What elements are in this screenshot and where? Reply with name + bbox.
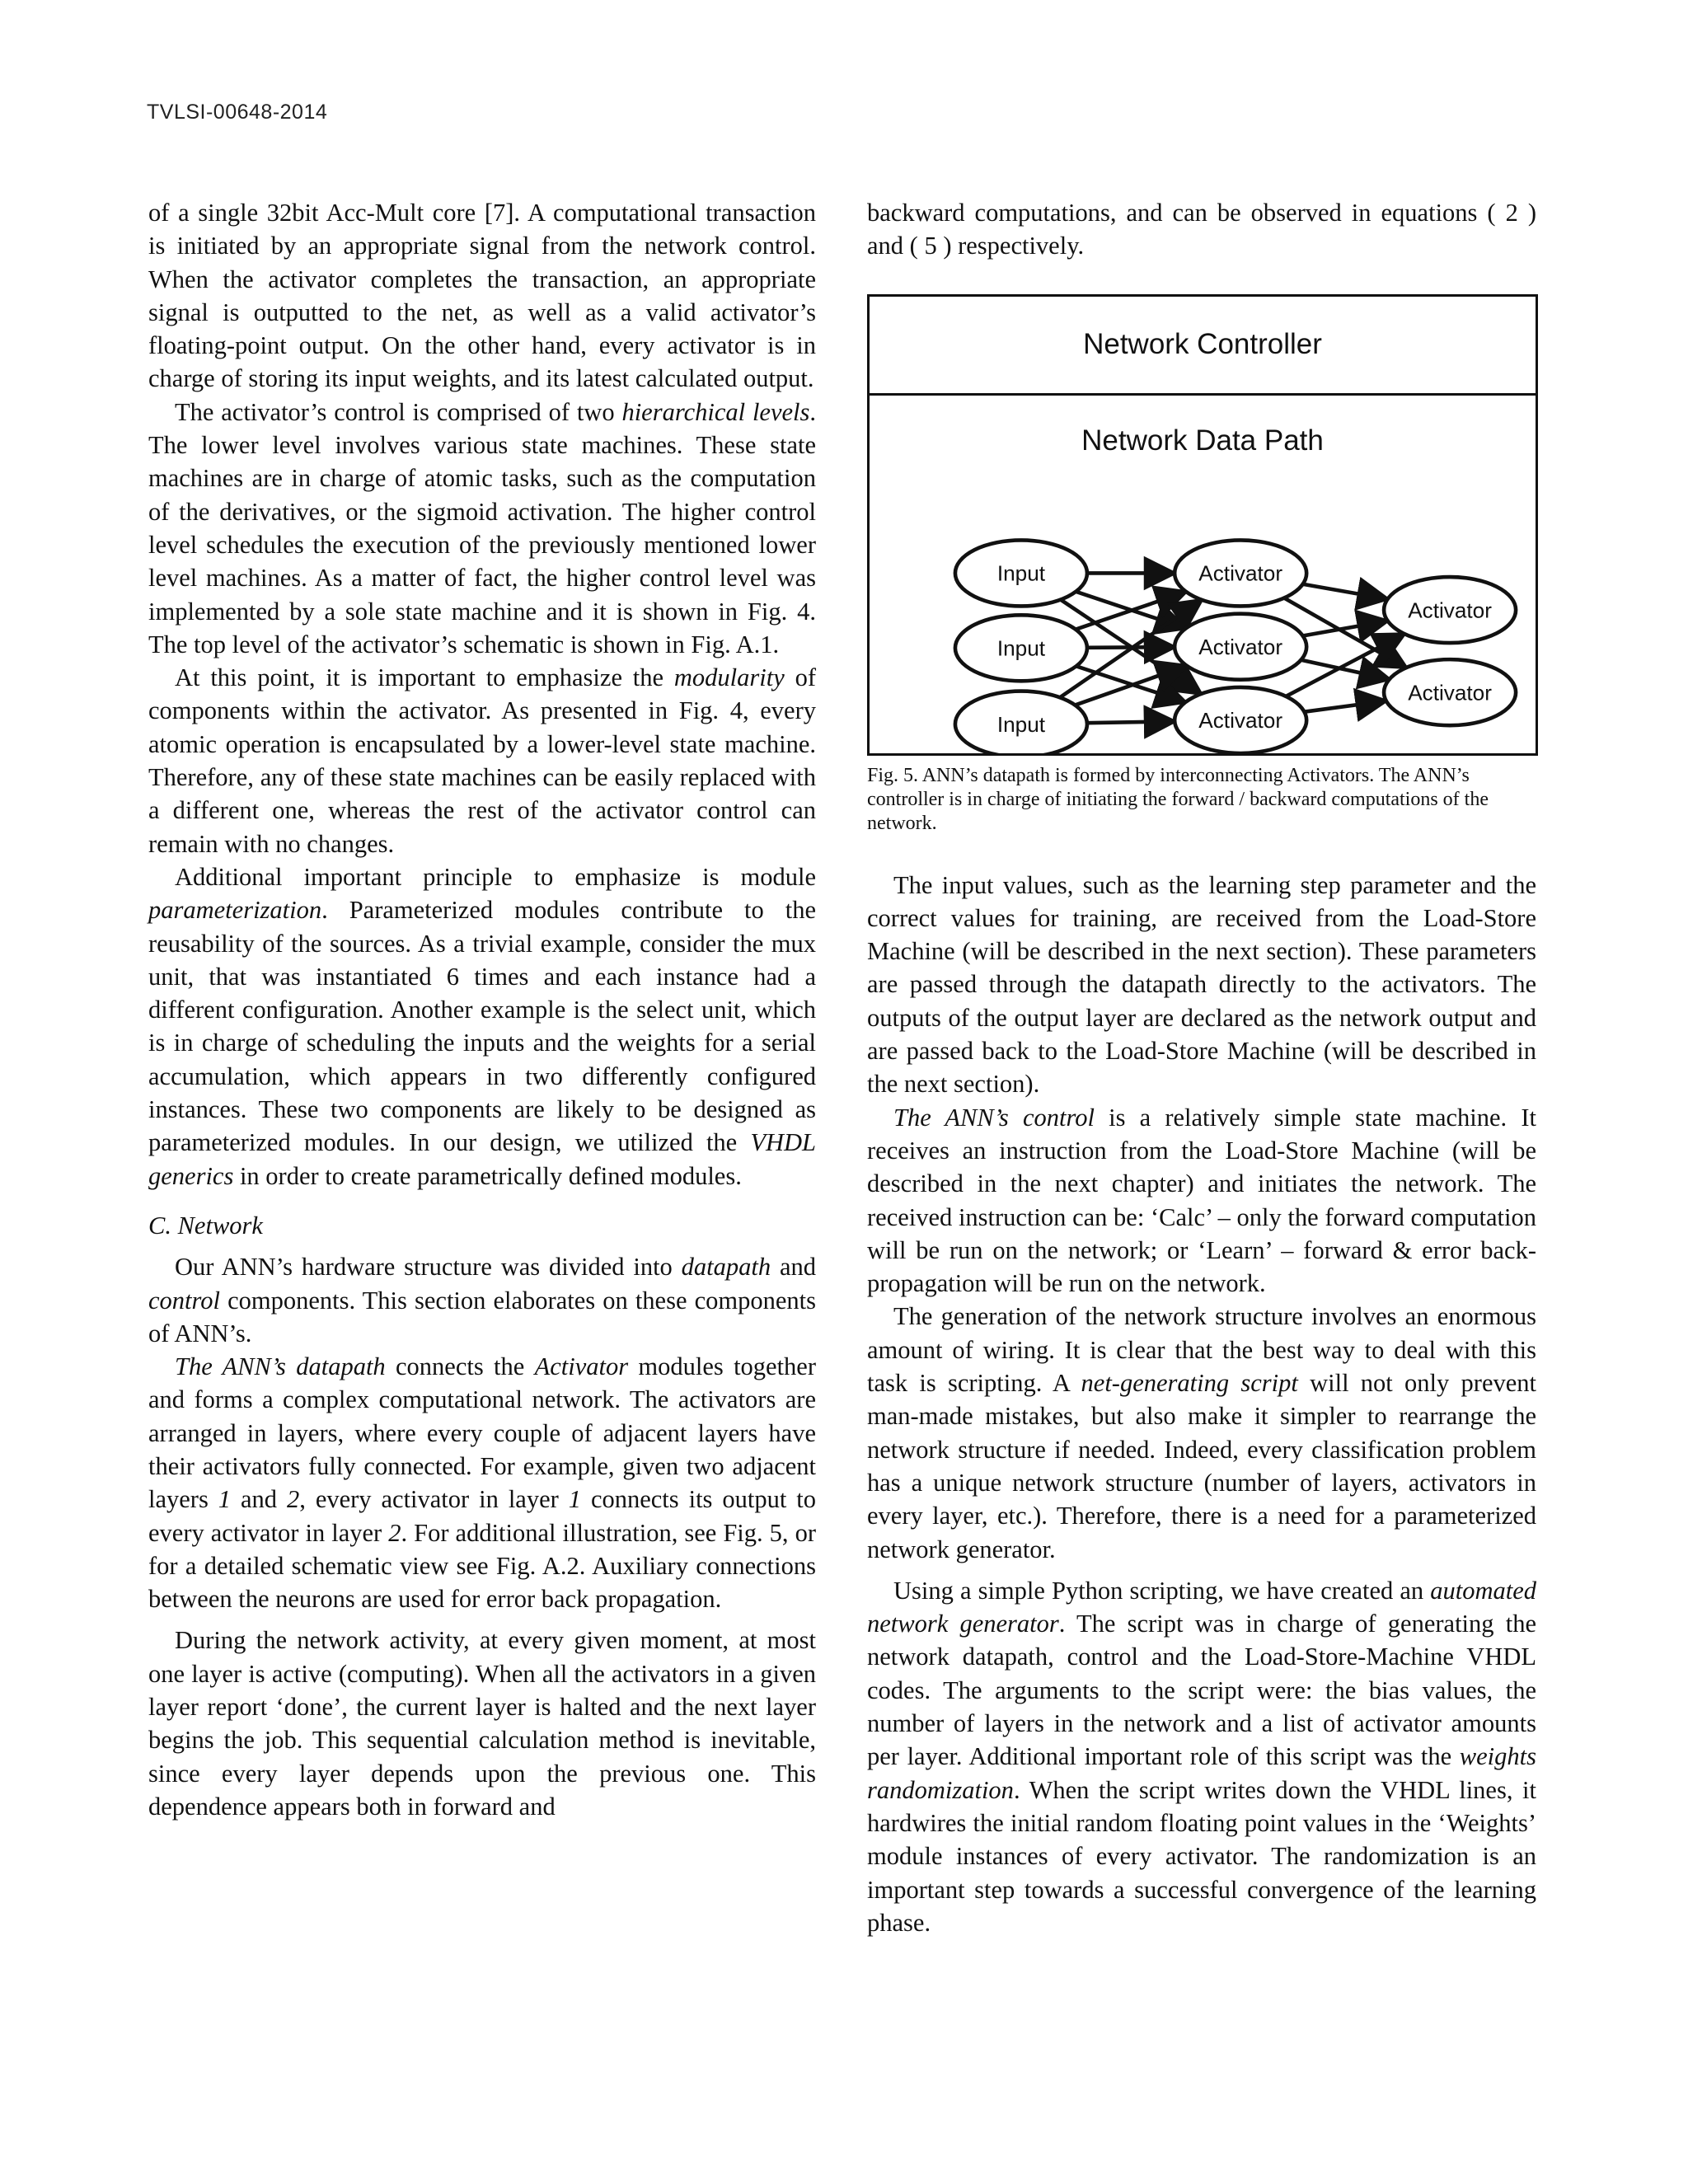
emphasis: weights randomization	[867, 1742, 1536, 1804]
input-node-1	[955, 540, 1087, 606]
node-label: Activator	[1198, 707, 1283, 733]
text: At this point, it is important to emphasize the	[175, 663, 674, 692]
paragraph-hierarchical-levels	[148, 396, 816, 661]
paragraph-datapath	[148, 1350, 816, 1615]
node-label: Input	[996, 635, 1046, 661]
emphasis: VHDL generics	[148, 1128, 816, 1190]
running-header: TVLSI-00648-2014	[147, 101, 328, 124]
paragraph-network-activity	[148, 1624, 816, 1823]
paragraph-modularity	[148, 661, 816, 860]
node-label: Input	[996, 711, 1046, 737]
paragraph-backward	[867, 196, 1536, 263]
node-label: Input	[996, 560, 1046, 586]
emphasis: The ANN’s control	[893, 1103, 1095, 1132]
connection-arrow	[1304, 701, 1386, 711]
text: The input values, such as the learning step parameter and the correct values for training, are received from the Load-Store Machine (will be described in the next section). These parameters are passed through the datapath directly to the activators. The outputs of the output layer are declared as the network output and are passed back to the Load-Store Machine (will be described in the next section).	[867, 870, 1536, 1099]
node-label: Activator	[1198, 634, 1283, 659]
subsection-heading: C. Network	[148, 1211, 263, 1240]
paragraph-acc-mult	[148, 196, 816, 396]
paragraph-parameterization	[148, 860, 816, 1193]
text: . Parameterized modules contribute to the reusability of the sources. As a trivial example, consider the mux unit, that was instantiated 6 times and each instance had a different configuration. Another example is the select unit, which is in charge of scheduling the inputs and the weights for a serial accumulation, which appears in two differently configured instances. These two components are likely to be designed as parameterized modules. In our design, we utilized the	[148, 896, 816, 1157]
emphasis: 2	[286, 1485, 300, 1514]
input-node-3	[955, 691, 1087, 752]
text: connects the	[385, 1352, 535, 1381]
text: connects its output to every activator in layer	[148, 1485, 816, 1547]
connection-arrow	[1301, 659, 1390, 678]
emphasis: 1	[218, 1485, 232, 1514]
network-controller-label: Network Controller	[1083, 327, 1322, 360]
paragraph-ann-control	[867, 1101, 1536, 1301]
text: The generation of the network structure involves an enormous amount of wiring. It is clear that the best way to deal with this task is scripting. A	[867, 1302, 1536, 1398]
text: , every activator in layer	[299, 1485, 569, 1514]
figure-network-datapath	[867, 294, 1538, 756]
emphasis: 1	[568, 1485, 581, 1514]
text: . For additional illustration, see Fig. 5, or for a detailed schematic view see Fig. A.2. Auxiliary connections between the neurons are used for error back propagation.	[148, 1518, 816, 1614]
node-label: Activator	[1408, 679, 1492, 705]
node-label: Activator	[1408, 597, 1492, 622]
text: and	[231, 1485, 287, 1514]
emphasis: The ANN’s datapath	[175, 1352, 386, 1381]
text: Additional important principle to emphasize is module	[175, 862, 816, 891]
emphasis: net-generating script	[1081, 1369, 1298, 1398]
paragraph-python-script	[867, 1574, 1536, 1939]
text: of components within the activator. As presented in Fig. 4, every atomic operation is encapsulated by a lower-level state machine. Therefore, any of these state machines can be easily replaced with a different one, whereas the rest of the activator control can remain with no changes.	[148, 663, 816, 858]
text: backward computations, and can be observed in equations ( 2 ) and ( 5 ) respectively.	[867, 199, 1536, 260]
text: in order to create parametrically defined modules.	[233, 1161, 742, 1190]
text: components. This section elaborates on these components of ANN’s.	[148, 1286, 816, 1347]
text: . The script was in charge of generating the network datapath, control and the Load-Store-Machine VHDL codes. The arguments to the script were: the bias values, the number of layers in the network and a list of activator amounts per layer. Additional important role of this script was the	[867, 1610, 1536, 1771]
network-data-path-label: Network Data Path	[1081, 424, 1324, 457]
paragraph-hardware-structure	[148, 1250, 816, 1350]
node-label: Activator	[1198, 560, 1283, 586]
output-activator-node-1	[1384, 577, 1516, 643]
text: . When the script writes down the VHDL lines, it hardwires the initial random floating point values in the ‘Weights’ module instances of every activator. The randomization is an important step towards a successful convergence of the learning phase.	[867, 1775, 1536, 1937]
paragraph-input-values	[867, 869, 1536, 1101]
text: modules together and forms a complex computational network. The activators are arranged in layers, where every couple of adjacent layers have their activators fully connected. For example, given two adjacent layers	[148, 1352, 816, 1514]
text: is a relatively simple state machine. It receives an instruction from the Load-Store Machine (will be described in the next chapter) and initiates the network. The received instruction can be: ‘Calc’ – only the forward computation will be run on the network; or ‘Learn’ – forward & error back-propagation will be run on the network.	[867, 1103, 1536, 1298]
emphasis: Activator	[534, 1352, 629, 1381]
emphasis: datapath	[681, 1253, 771, 1282]
input-node-2	[955, 615, 1087, 681]
connection-arrow	[1303, 583, 1388, 598]
emphasis: modularity	[673, 663, 785, 692]
text: of a single 32bit Acc-Mult core [7]. A computational transaction is initiated by an appropriate signal from the network control. When the activator completes the transaction, an appropriate signal is outputted to the net, as well as a valid activator’s floating-point output. On the other hand, every activator is in charge of storing its input weights, and its latest calculated output.	[148, 199, 816, 393]
text: . The lower level involves various state machines. These state machines are in charge of atomic tasks, such as the computation of the derivatives, or the sigmoid activation. The higher control level schedules the execution of the previously mentioned lower level machines. As a matter of fact, the higher control level was implemented by a sole state machine and it is shown in Fig. 4. The top level of the activator’s schematic is shown in Fig. A.1.	[148, 397, 816, 658]
text: During the network activity, at every given moment, at most one layer is active (computing). When all the activators in a given layer report ‘done’, the current layer is halted and the next layer begins the job. This sequential calculation method is inevitable, since every layer depends upon the previous one. This dependence appears both in forward and	[148, 1626, 816, 1821]
hidden-activator-node-3	[1175, 687, 1306, 753]
emphasis: parameterization	[148, 896, 322, 925]
right-column	[867, 196, 1536, 1939]
output-activator-node-2	[1384, 659, 1516, 725]
emphasis: 2	[388, 1518, 401, 1547]
paragraph-network-generation	[867, 1300, 1536, 1565]
network-nodes	[955, 540, 1516, 753]
emphasis: hierarchical levels	[621, 397, 810, 426]
emphasis: automated network generator	[867, 1576, 1536, 1638]
text: will not only prevent man-made mistakes, but also make it simpler to rearrange the network structure if needed. Indeed, every classification problem has a unique network structure (number of layers, activators in every layer, etc.). Therefore, there is a need for a parameterized network generator.	[867, 1369, 1536, 1563]
hidden-activator-node-1	[1175, 540, 1306, 606]
connection-arrow	[1087, 721, 1175, 723]
text: and	[771, 1253, 816, 1282]
hidden-activator-node-2	[1175, 613, 1306, 679]
text: Our ANN’s hardware structure was divided into	[175, 1253, 682, 1282]
emphasis: control	[148, 1286, 220, 1315]
left-column	[148, 196, 816, 1823]
text: The activator’s control is comprised of two	[175, 397, 622, 426]
network-diagram	[870, 297, 1536, 753]
figure-caption: Fig. 5. ANN’s datapath is formed by interconnecting Activators. The ANN’s controller is in charge of initiating the forward / backward computations of the network.	[867, 764, 1489, 834]
text: Using a simple Python scripting, we have created an	[893, 1576, 1431, 1605]
